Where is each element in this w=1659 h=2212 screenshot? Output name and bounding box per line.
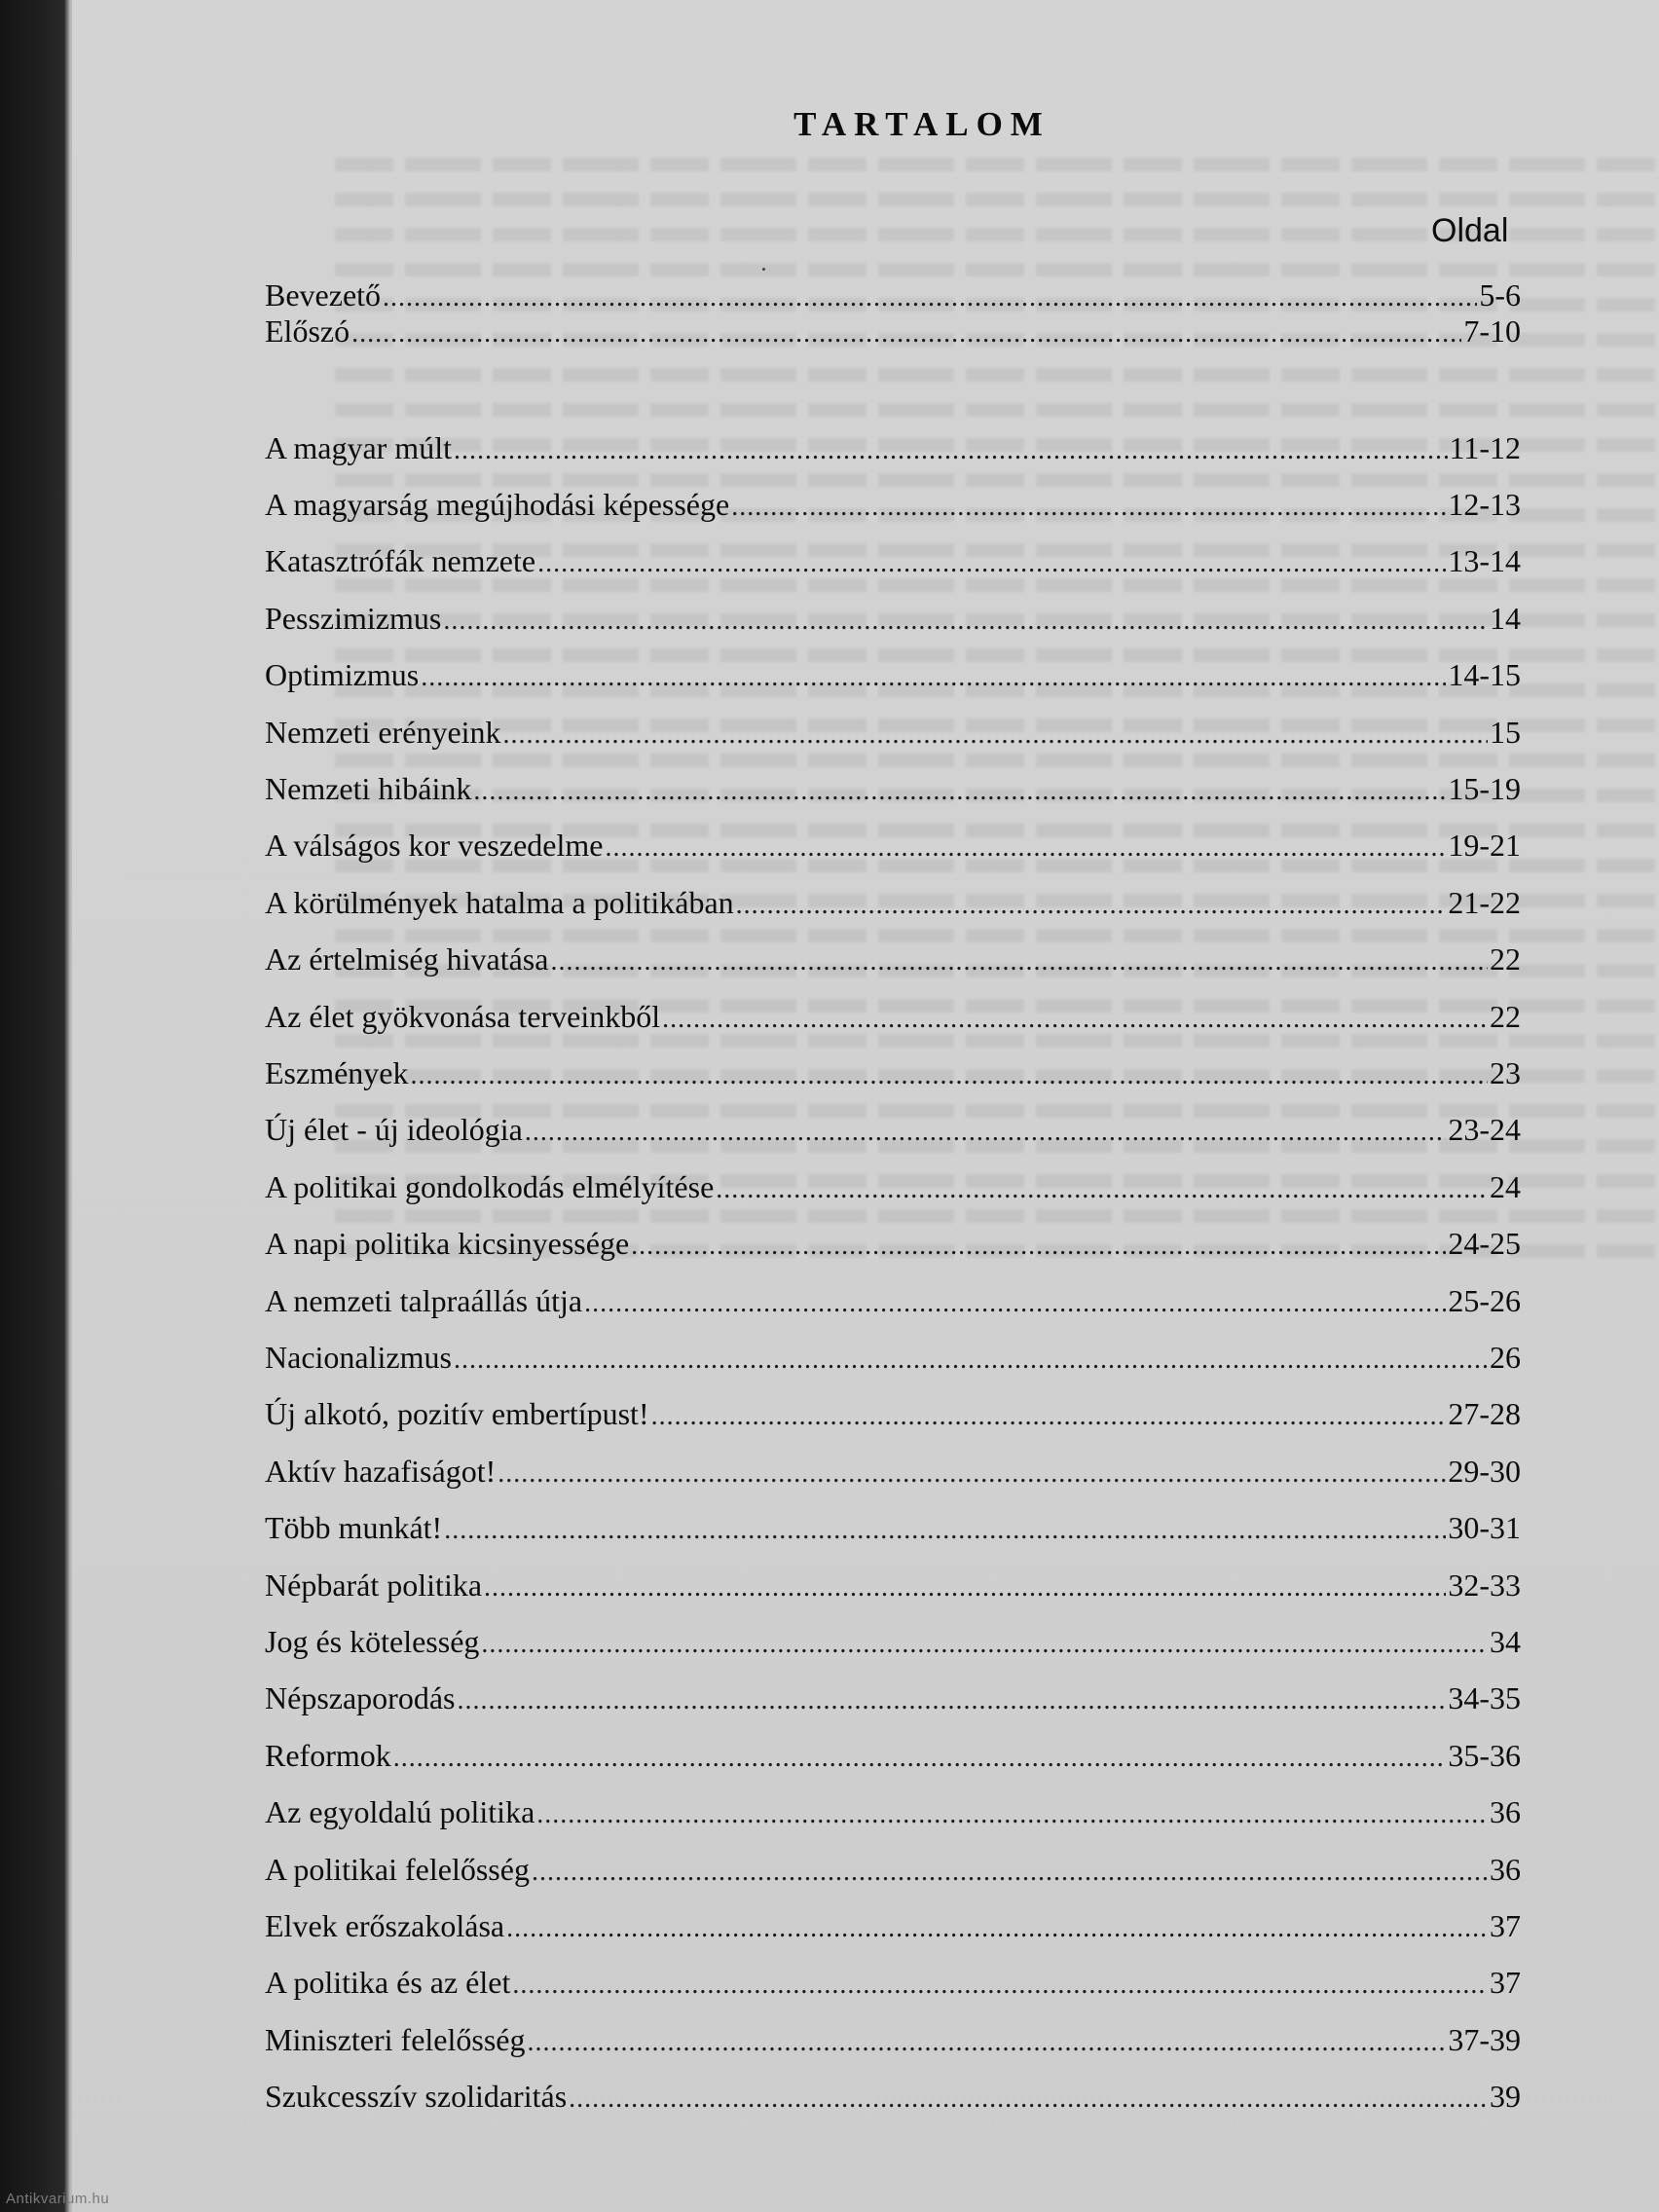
toc-leader-dots bbox=[662, 1000, 1488, 1039]
toc-entry bbox=[265, 826, 1521, 867]
toc-entry bbox=[265, 1167, 1521, 1209]
toc-entry bbox=[265, 1281, 1521, 1323]
toc-leader-dots bbox=[512, 1966, 1488, 2005]
toc-entry-page: 34 bbox=[1490, 1624, 1521, 1659]
toc-leader-dots bbox=[411, 1056, 1489, 1095]
toc-entry bbox=[265, 1622, 1521, 1664]
toc-entry-title: Katasztrófák nemzete bbox=[265, 543, 536, 578]
toc-entry-title: Népszaporodás bbox=[265, 1680, 456, 1715]
toc-entry-page: 37 bbox=[1490, 1908, 1521, 1943]
toc-entry-page: 15-19 bbox=[1448, 771, 1521, 806]
toc-entry bbox=[265, 655, 1521, 697]
toc-entry-page: 21-22 bbox=[1448, 885, 1521, 920]
page-title: TARTALOM bbox=[793, 105, 1051, 143]
toc-leader-dots bbox=[569, 2080, 1488, 2119]
toc-leader-dots bbox=[481, 1625, 1488, 1664]
toc-entry-page: 34-35 bbox=[1448, 1680, 1521, 1715]
toc-entry-title: Pesszimizmus bbox=[265, 601, 442, 636]
toc-entry bbox=[265, 541, 1521, 583]
toc-entry-page: 24 bbox=[1490, 1169, 1521, 1204]
toc-entry bbox=[265, 1963, 1521, 2005]
toc-entry-title: Népbarát politika bbox=[265, 1567, 483, 1603]
toc-entry-page: 36 bbox=[1490, 1852, 1521, 1887]
toc-leader-dots bbox=[444, 1511, 1446, 1550]
toc-entry-page: 25-26 bbox=[1448, 1283, 1521, 1318]
toc-leader-dots bbox=[651, 1397, 1447, 1436]
toc-entry-page: 12-13 bbox=[1448, 487, 1521, 522]
toc-entry-title: Optimizmus bbox=[265, 657, 420, 692]
toc-leader-dots bbox=[716, 1170, 1488, 1209]
toc-leader-dots bbox=[532, 1853, 1488, 1892]
toc-entry-page: 37-39 bbox=[1448, 2022, 1521, 2057]
toc-entry-title: Új alkotó, pozitív embertípust! bbox=[265, 1396, 649, 1431]
toc-entry bbox=[265, 940, 1521, 981]
toc-entry-title: A politika és az élet bbox=[265, 1965, 511, 2000]
toc-entry-page: 14-15 bbox=[1448, 657, 1521, 692]
toc-entry-title: Nacionalizmus bbox=[265, 1340, 452, 1375]
toc-entry-title: A magyar múlt bbox=[265, 430, 452, 465]
toc-entry-title: Jog és kötelesség bbox=[265, 1624, 480, 1659]
toc-entry bbox=[265, 599, 1521, 641]
toc-entry-page: 29-30 bbox=[1448, 1454, 1521, 1489]
toc-entry-page: 23-24 bbox=[1448, 1112, 1521, 1147]
toc-leader-dots bbox=[351, 314, 1461, 353]
toc-entry-page: 7-10 bbox=[1463, 313, 1521, 349]
toc-leader-dots bbox=[457, 1681, 1446, 1720]
toc-entry-page: 19-21 bbox=[1448, 828, 1521, 863]
toc-entry bbox=[265, 1224, 1521, 1266]
toc-entry-title: Új élet - új ideológia bbox=[265, 1112, 523, 1147]
toc-entry bbox=[265, 1566, 1521, 1607]
toc-leader-dots bbox=[550, 942, 1488, 981]
toc-entry-page: 23 bbox=[1490, 1055, 1521, 1090]
toc-entry-page: 24-25 bbox=[1448, 1226, 1521, 1261]
toc-entry-title: Nemzeti erényeink bbox=[265, 715, 501, 750]
toc-entry bbox=[265, 485, 1521, 527]
toc-entry-title: A magyarság megújhodási képessége bbox=[265, 487, 730, 522]
toc-entry bbox=[265, 2077, 1521, 2119]
toc-entry-title: Miniszteri felelősség bbox=[265, 2022, 526, 2057]
toc-entry bbox=[265, 1053, 1521, 1095]
toc-leader-dots bbox=[537, 544, 1446, 583]
toc-leader-dots bbox=[393, 1739, 1447, 1778]
toc-leader-dots bbox=[527, 2023, 1446, 2062]
toc-leader-dots bbox=[536, 1795, 1488, 1834]
toc-entry bbox=[265, 1394, 1521, 1436]
toc-entry-title: Aktív hazafiságot! bbox=[265, 1454, 497, 1489]
toc-entry-page: 13-14 bbox=[1448, 543, 1521, 578]
toc-entry-title: Több munkát! bbox=[265, 1510, 443, 1545]
toc-leader-dots bbox=[484, 1568, 1446, 1607]
toc-entry-title: Az értelmiség hivatása bbox=[265, 941, 549, 977]
toc-entry bbox=[265, 1452, 1521, 1493]
toc-leader-dots bbox=[454, 1341, 1488, 1380]
toc-entry-title: Eszmények bbox=[265, 1055, 409, 1090]
toc-entry-page: 39 bbox=[1490, 2079, 1521, 2114]
toc-entry-title: Az élet gyökvonása terveinkből bbox=[265, 999, 661, 1034]
toc-leader-dots bbox=[605, 829, 1446, 867]
toc-leader-dots bbox=[473, 772, 1446, 811]
toc-entry bbox=[265, 1508, 1521, 1550]
watermark: Antikvarium.hu bbox=[6, 2191, 110, 2207]
toc-entry bbox=[265, 2020, 1521, 2062]
toc-leader-dots bbox=[631, 1227, 1446, 1266]
toc-entry-title: Bevezető bbox=[265, 277, 382, 313]
toc-entry bbox=[265, 1850, 1521, 1892]
toc-entry bbox=[265, 769, 1521, 811]
toc-entry-title: A napi politika kicsinyessége bbox=[265, 1226, 630, 1261]
toc-entry bbox=[265, 428, 1521, 470]
toc-entry-title: Reformok bbox=[265, 1738, 391, 1773]
toc-entry-title: A nemzeti talpraállás útja bbox=[265, 1283, 583, 1318]
toc-leader-dots bbox=[506, 1909, 1488, 1948]
dust-speck bbox=[762, 268, 765, 271]
toc-leader-dots bbox=[736, 886, 1447, 925]
toc-entry bbox=[265, 1792, 1521, 1834]
toc-entry-page: 36 bbox=[1490, 1794, 1521, 1829]
toc-entry bbox=[265, 1110, 1521, 1152]
toc-entry-page: 14 bbox=[1490, 601, 1521, 636]
toc-entry-title: Az egyoldalú politika bbox=[265, 1794, 535, 1829]
toc-entry-page: 26 bbox=[1490, 1340, 1521, 1375]
toc-entry bbox=[265, 312, 1521, 353]
toc-entry bbox=[265, 713, 1521, 755]
toc-leader-dots bbox=[525, 1113, 1447, 1152]
toc-entry bbox=[265, 1678, 1521, 1720]
toc-entry-page: 37 bbox=[1490, 1965, 1521, 2000]
toc-entry-page: 30-31 bbox=[1448, 1510, 1521, 1545]
toc-entry-title: Szukcesszív szolidaritás bbox=[265, 2079, 568, 2114]
toc-leader-dots bbox=[498, 1455, 1446, 1493]
toc-leader-dots bbox=[454, 431, 1448, 470]
toc-entry-title: Elvek erőszakolása bbox=[265, 1908, 505, 1943]
toc-entry-page: 15 bbox=[1490, 715, 1521, 750]
toc-entry-page: 32-33 bbox=[1448, 1567, 1521, 1603]
toc-entry-title: A politikai gondolkodás elmélyítése bbox=[265, 1169, 715, 1204]
toc-leader-dots bbox=[731, 488, 1446, 527]
toc-entry-title: A politikai felelősség bbox=[265, 1852, 530, 1887]
toc-entry-page: 22 bbox=[1490, 999, 1521, 1034]
toc-entry bbox=[265, 883, 1521, 925]
toc-entry-title: Nemzeti hibáink bbox=[265, 771, 472, 806]
toc-leader-dots bbox=[584, 1284, 1446, 1323]
toc-entry-page: 35-36 bbox=[1448, 1738, 1521, 1773]
toc-entry-page: 11-12 bbox=[1449, 430, 1521, 465]
toc-entry-title: A válságos kor veszedelme bbox=[265, 828, 604, 863]
toc-entry bbox=[265, 1338, 1521, 1380]
toc-entry-page: 22 bbox=[1490, 941, 1521, 977]
toc-entry-page: 27-28 bbox=[1448, 1396, 1521, 1431]
toc-leader-dots bbox=[503, 716, 1488, 755]
toc-leader-dots bbox=[443, 602, 1488, 641]
toc-entry-title: A körülmények hatalma a politikában bbox=[265, 885, 734, 920]
toc-entry bbox=[265, 1736, 1521, 1778]
toc-entry-title: Előszó bbox=[265, 313, 350, 349]
page-column-header: Oldal bbox=[1431, 212, 1509, 249]
toc-entry bbox=[265, 1906, 1521, 1948]
toc-leader-dots bbox=[421, 658, 1446, 697]
toc-entry bbox=[265, 997, 1521, 1039]
toc-entry-page: 5-6 bbox=[1479, 277, 1521, 313]
